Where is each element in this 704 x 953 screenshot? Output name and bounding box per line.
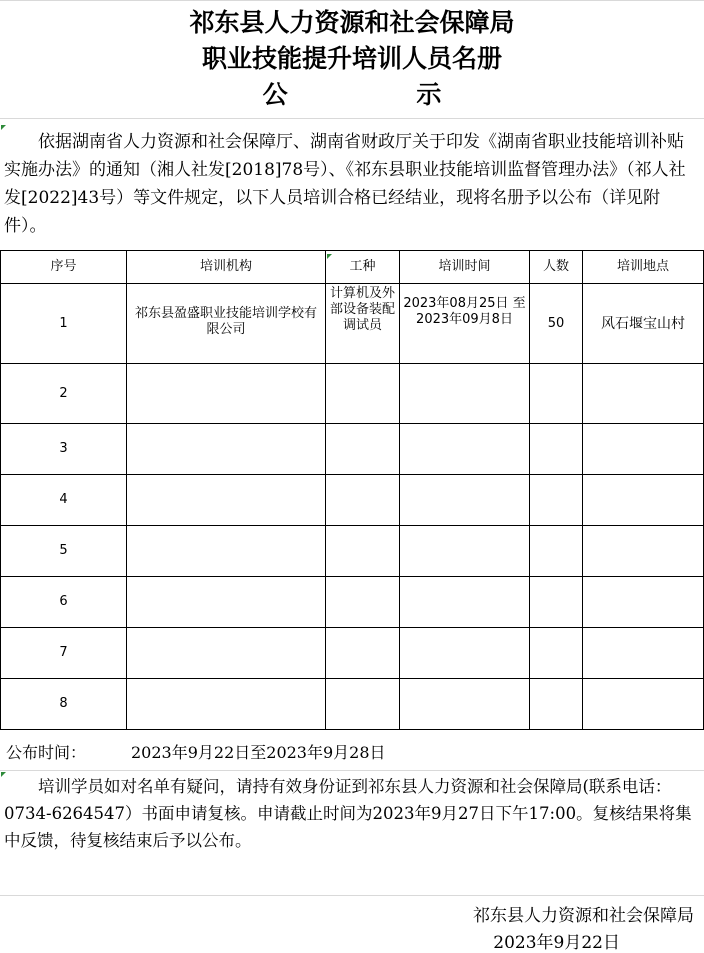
cell-time (400, 628, 530, 679)
cell-trade (326, 526, 400, 577)
title-line-1: 祁东县人力资源和社会保障局 (189, 8, 515, 37)
cell-trade (326, 424, 400, 475)
gridline (0, 770, 704, 771)
header-no: 序号 (1, 251, 127, 284)
roster-table (0, 250, 704, 730)
cell-trade (326, 577, 400, 628)
cell-place (583, 364, 704, 424)
title-line-3: 公 示 (262, 80, 502, 109)
cell-place (583, 628, 704, 679)
table-row (1, 475, 704, 526)
cell-count: 50 (530, 284, 583, 364)
cell-place (583, 475, 704, 526)
header-place: 培训地点 (583, 251, 704, 284)
document-title (0, 0, 704, 118)
publish-period (6, 740, 386, 763)
cell-time (400, 424, 530, 475)
cell-trade (326, 628, 400, 679)
cell-place: 风石堰宝山村 (583, 284, 704, 364)
cell-count (530, 475, 583, 526)
signature-date: 2023年9月22日 (493, 933, 620, 953)
header-time: 培训时间 (400, 251, 530, 284)
cell-org: 祁东县盈盛职业技能培训学校有限公司 (127, 284, 326, 364)
intro-paragraph: 依据湖南省人力资源和社会保障厅、湖南省财政厅关于印发《湖南省职业技能培训补贴实施办法》的通知（湘人社发[2018]78号）、《祁东县职业技能培训监督管理办法》（祁人社发[2022]43号）等文件规定，以下人员培训合格已经结业，现将名册予以公布（详见附件）。 (4, 132, 686, 236)
cell-org (127, 628, 326, 679)
cell-time (400, 364, 530, 424)
cell-org (127, 526, 326, 577)
table-row (1, 577, 704, 628)
header-count: 人数 (530, 251, 583, 284)
gridline (0, 895, 704, 896)
cell-org (127, 679, 326, 730)
cell-no: 4 (1, 475, 127, 526)
table-row (1, 284, 704, 364)
cell-count (530, 628, 583, 679)
cell-no: 3 (1, 424, 127, 475)
cell-no: 7 (1, 628, 127, 679)
cell-place (583, 679, 704, 730)
cell-no: 6 (1, 577, 127, 628)
gridline (0, 118, 704, 119)
cell-time: 2023年08月25日 至 2023年09月8日 (400, 284, 530, 364)
cell-time (400, 526, 530, 577)
cell-org (127, 475, 326, 526)
cell-count (530, 577, 583, 628)
cell-time (400, 475, 530, 526)
cell-place (583, 577, 704, 628)
table-row (1, 364, 704, 424)
cell-count (530, 424, 583, 475)
cell-no: 2 (1, 364, 127, 424)
cell-time (400, 577, 530, 628)
cell-trade (326, 679, 400, 730)
table-header-row (1, 251, 704, 284)
cell-place (583, 424, 704, 475)
cell-time (400, 679, 530, 730)
cell-count (530, 526, 583, 577)
cell-org (127, 577, 326, 628)
signature-org: 祁东县人力资源和社会保障局 (473, 906, 694, 926)
cell-count (530, 364, 583, 424)
table-row (1, 679, 704, 730)
cell-org (127, 364, 326, 424)
cell-trade: 计算机及外部设备装配调试员 (326, 284, 400, 364)
cell-no: 8 (1, 679, 127, 730)
table-row (1, 424, 704, 475)
cell-trade (326, 475, 400, 526)
cell-count (530, 679, 583, 730)
cell-org (127, 424, 326, 475)
title-line-2: 职业技能提升培训人员名册 (201, 44, 502, 73)
header-org: 培训机构 (127, 251, 326, 284)
cell-trade (326, 364, 400, 424)
publish-label: 公布时间： (6, 743, 87, 762)
cell-no: 1 (1, 284, 127, 364)
table-row (1, 526, 704, 577)
table-row (1, 628, 704, 679)
cell-place (583, 526, 704, 577)
header-trade: 工种 (326, 251, 400, 284)
cell-no: 5 (1, 526, 127, 577)
notice-paragraph: 培训学员如对名单有疑问，请持有效身份证到祁东县人力资源和社会保障局(联系电话：0734-6264547）书面申请复核。申请截止时间为2023年9月27日下午17:00。复核结果将集中反馈，待复核结束后予以公布。 (4, 777, 692, 850)
publish-value: 2023年9月22日至2023年9月28日 (131, 743, 386, 762)
comment-marker-icon (327, 254, 332, 259)
